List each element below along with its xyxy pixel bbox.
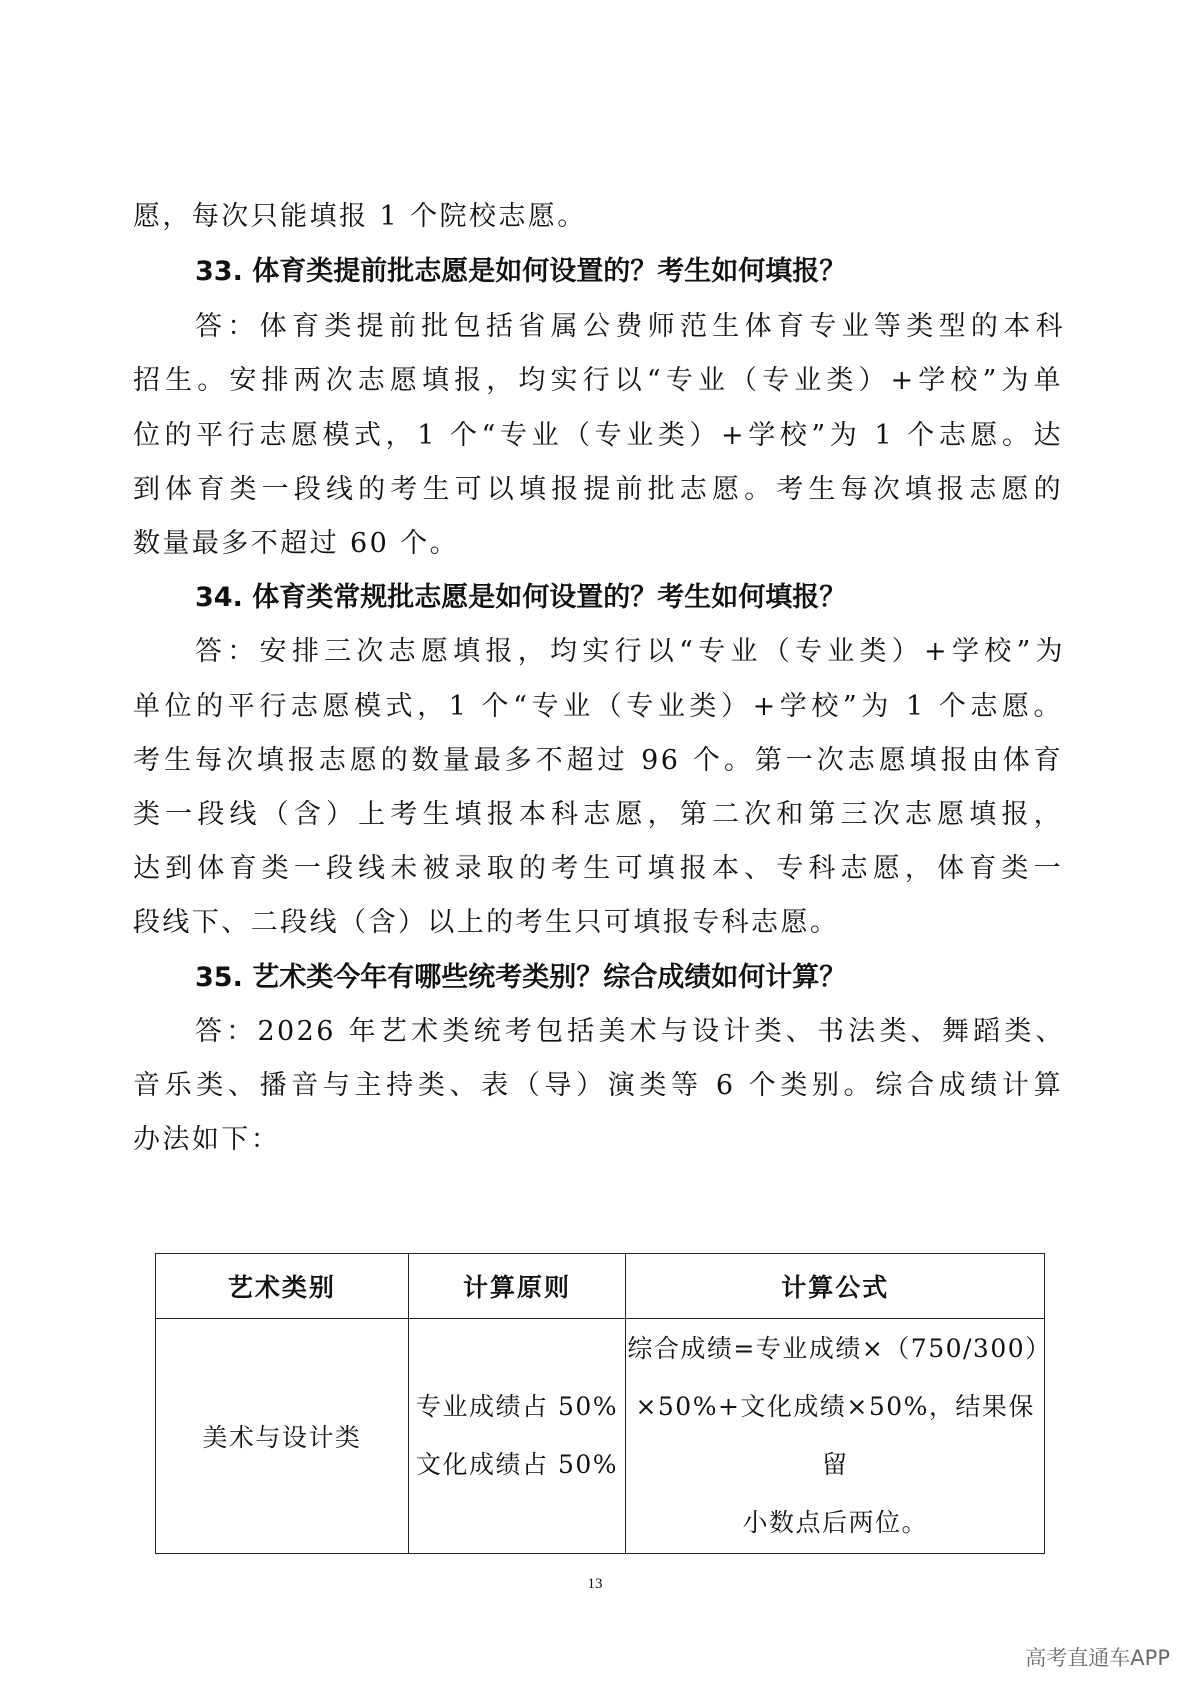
cell-formula xyxy=(626,1319,1052,1554)
header-calc-principle: 计算原则 xyxy=(408,1254,626,1319)
header-art-category: 艺术类别 xyxy=(156,1254,409,1319)
paragraph-line: 愿，每次只能填报 1 个院校志愿。 xyxy=(133,201,587,232)
score-formula-table xyxy=(155,1253,1052,1554)
answer-33-line: 答：体育类提前批包括省属公费师范生体育专业等类型的本科 xyxy=(195,311,1065,342)
answer-33-line: 位的平行志愿模式，1 个“专业（专业类）+学校”为 1 个志愿。达 xyxy=(133,420,1063,451)
answer-34-line: 段线下、二段线（含）以上的考生只可填报专科志愿。 xyxy=(133,907,840,938)
table-row xyxy=(156,1319,1045,1554)
watermark-text: 高考直通车APP xyxy=(1025,1646,1170,1670)
answer-33-line: 到体育类一段线的考生可以填报提前批志愿。考生每次填报志愿的 xyxy=(133,474,1063,505)
principle-line: 专业成绩占 50% xyxy=(416,1392,619,1421)
answer-34-line: 答：安排三次志愿填报，均实行以“专业（专业类）+学校”为 xyxy=(195,636,1065,667)
cell-principle xyxy=(408,1319,626,1554)
answer-35-line: 办法如下： xyxy=(133,1124,281,1155)
answer-33-line: 数量最多不超过 60 个。 xyxy=(133,528,460,559)
formula-line: ×50%+文化成绩×50%，结果保留 xyxy=(635,1392,1035,1479)
table-header-row xyxy=(156,1254,1045,1319)
answer-33-line: 招生。安排两次志愿填报，均实行以“专业（专业类）+学校”为单 xyxy=(133,365,1063,396)
page-number: 13 xyxy=(587,1576,603,1592)
cell-category: 美术与设计类 xyxy=(156,1319,409,1554)
answer-34-line: 考生每次填报志愿的数量最多不超过 96 个。第一次志愿填报由体育 xyxy=(133,745,1063,776)
question-heading-33: 33. 体育类提前批志愿是如何设置的？考生如何填报？ xyxy=(195,256,847,287)
answer-35-line: 音乐类、播音与主持类、表（导）演类等 6 个类别。综合成绩计算 xyxy=(133,1070,1063,1101)
principle-line: 文化成绩占 50% xyxy=(416,1450,619,1479)
question-heading-34: 34. 体育类常规批志愿是如何设置的？考生如何填报？ xyxy=(195,582,847,613)
formula-line: 小数点后两位。 xyxy=(742,1508,928,1537)
formula-line: 综合成绩=专业成绩×（750/300） xyxy=(627,1334,1052,1363)
answer-34-line: 类一段线（含）上考生填报本科志愿，第二次和第三次志愿填报， xyxy=(133,799,1063,830)
answer-35-line: 答：2026 年艺术类统考包括美术与设计类、书法类、舞蹈类、 xyxy=(195,1016,1065,1047)
question-heading-35: 35. 艺术类今年有哪些统考类别？综合成绩如何计算？ xyxy=(195,962,847,993)
answer-34-line: 达到体育类一段线未被录取的考生可填报本、专科志愿，体育类一 xyxy=(133,853,1063,884)
header-calc-formula: 计算公式 xyxy=(626,1254,1045,1319)
answer-34-line: 单位的平行志愿模式，1 个“专业（专业类）+学校”为 1 个志愿。 xyxy=(133,691,1063,722)
